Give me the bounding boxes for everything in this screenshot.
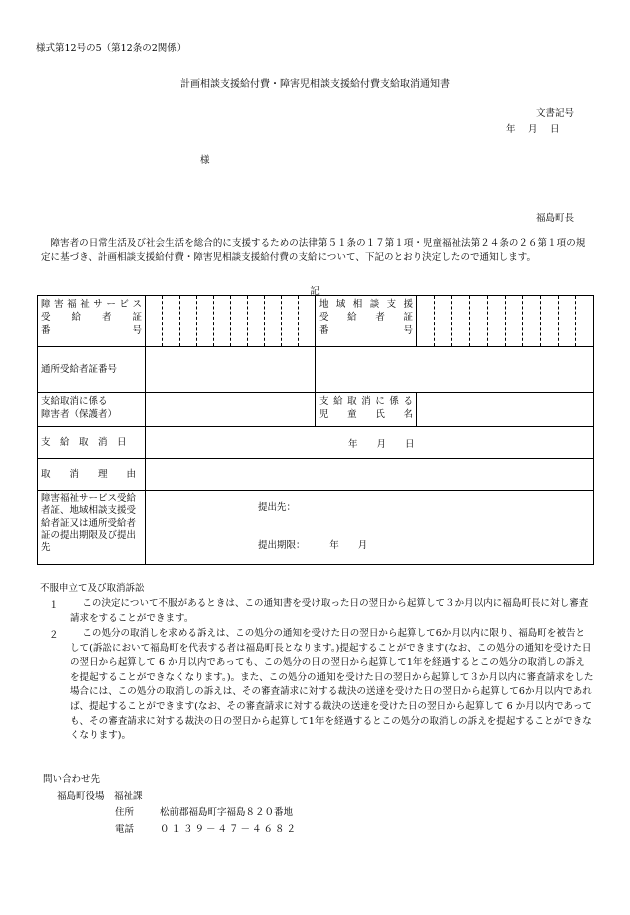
inquiry-heading: 問い合わせ先 (43, 774, 101, 785)
subject-person-field[interactable] (146, 393, 316, 427)
submission-field[interactable] (146, 491, 594, 565)
community-cert-label (316, 296, 417, 347)
ki-marker: 記 (310, 286, 320, 297)
service-cert-number-field[interactable] (146, 296, 316, 347)
child-name-label (316, 393, 417, 427)
community-cert-digit-boxes (417, 296, 593, 346)
row-service-cert (38, 296, 594, 347)
appeal-heading: 不服申立て及び取消訴訟 (40, 583, 145, 594)
inquiry-office: 福島町役場 福祉課 (57, 791, 143, 802)
service-cert-label (38, 296, 146, 347)
body-text: 障害者の日常生活及び社会生活を総合的に支援するための法律第５１条の１７第１項・児童福祉法第２４条の２６第１項の規定に基づき、計画相談支援給付費・障害児相談支援給付費の支給について、下記のとおり決定したので通知します。 (41, 238, 586, 263)
cancel-reason-field[interactable] (146, 459, 594, 491)
document-title: 計画相談支援給付費・障害児相談支援給付費支給取消通知書 (180, 79, 450, 90)
subject-person-label (38, 393, 146, 427)
row-cancel-reason (38, 459, 594, 491)
recipient-honorific: 様 (200, 155, 210, 166)
submit-deadline-label: 提出期限： 年 月 (258, 540, 368, 551)
service-cert-label-line1: 障害福祉サービス (41, 299, 142, 310)
day-care-cert-label: 通所受給者証番号 (38, 347, 146, 393)
date-label: 年 月 日 (506, 124, 560, 135)
appeal-item-1-number: １ (49, 600, 59, 611)
community-cert-label-line2: 受 給 者 証 (319, 312, 413, 323)
day-care-cert-number-field[interactable] (146, 347, 316, 393)
row-subject-person (38, 393, 594, 427)
submit-to-label: 提出先： (258, 502, 297, 513)
row-day-care-cert (38, 347, 594, 393)
child-name-label-line2: 児 童 氏 名 (319, 409, 413, 420)
document-number-label: 文書記号 (535, 108, 574, 119)
address-label: 住所 (115, 807, 135, 818)
service-cert-digit-boxes (146, 296, 315, 346)
row-submission (38, 491, 594, 565)
service-cert-label-line2: 受 給 者 証 (41, 312, 142, 323)
community-cert-number-field[interactable] (417, 296, 594, 347)
notice-form-table (37, 295, 594, 565)
child-name-label-line1: 支給取消に係る (319, 396, 413, 407)
subject-person-label-line1: 支給取消に係る (41, 396, 108, 407)
form-number: 様式第12号の5（第12条の2関係） (36, 43, 187, 54)
address-value: 松前郡福島町字福島８２０番地 (160, 807, 294, 818)
service-cert-label-line3: 番 号 (41, 325, 142, 336)
appeal-item-2-text: この処分の取消しを求める訴えは、この処分の通知を受けた日の翌日から起算して6か月以内に限り、福島町を被告として(訴訟において福島町を代表する者は福島町長となります。)提起することができます(なお、この処分の通知を受けた日の翌日から起算して 6 か月以内であっても、この処分の日の翌日から起算して1年を経過するとこの処分の取消しの訴えを提起することができなくなります。)。また、この処分の通知を受けた日の翌日から起算して３か月以内に審査請求をした場合には、この処分の取消しの訴えは、その審査請求に対する裁決の送達を受けた日の翌日から起算して6か月以内であれば、提起することができます(なお、その審査請求に対する裁決の送達を受けた日の翌日から起算して 6 か月以内であっても、その審査請求に対する裁決の日の翌日から起算して1年を経過するとこの処分の取消しの訴えを提起することができなくなります)。 (70, 628, 594, 742)
cancel-date-ymd: 年 月 日 (348, 438, 415, 450)
tel-label: 電話 (115, 824, 135, 835)
community-cert-label-line1: 地 域 相 談 支 援 (319, 299, 413, 310)
submission-label: 障害福祉サービス受給者証、地域相談支援受給者証又は通所受給者証の提出期限及び提出先 (38, 491, 146, 565)
day-care-cert-blank (316, 347, 594, 393)
cancel-date-field[interactable] (146, 427, 594, 459)
community-cert-label-line3: 番 号 (319, 325, 413, 336)
cancel-date-label: 支 給 取 消 日 (38, 427, 146, 459)
row-cancel-date (38, 427, 594, 459)
subject-person-label-line2: 障害者（保護者） (41, 409, 118, 420)
issuer-name: 福島町長 (535, 213, 574, 224)
cancel-reason-label: 取 消 理 由 (38, 459, 146, 491)
tel-value: ０１３９－４７－４６８２ (160, 824, 299, 835)
appeal-item-1-text: この決定について不服があるときは、この通知書を受け取った日の翌日から起算して３か月以内に福島町長に対し審査請求をすることができます。 (70, 598, 589, 624)
appeal-item-2-number: ２ (49, 630, 59, 641)
child-name-field[interactable] (417, 393, 594, 427)
